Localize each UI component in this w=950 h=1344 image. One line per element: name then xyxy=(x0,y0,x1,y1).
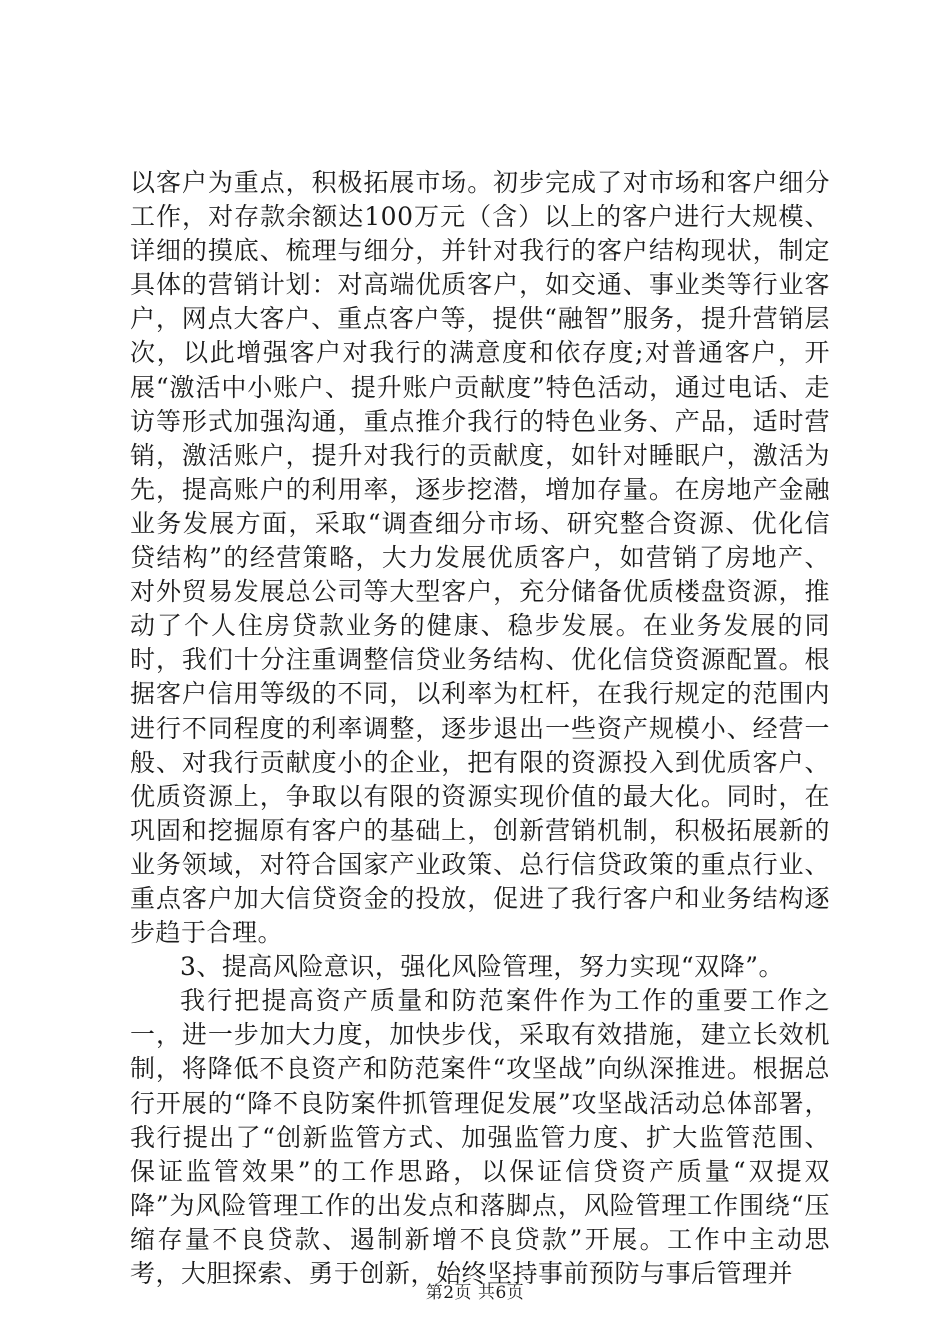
document-body xyxy=(130,166,830,1291)
page-footer: 第2页 共6页 xyxy=(425,1283,525,1303)
section-heading: 3、提高风险意识，强化风险管理，努力实现“双降”。 xyxy=(180,952,784,982)
body-paragraph: 我行把提高资产质量和防范案件作为工作的重要工作之一，进一步加大力度，加快步伐，采取有效措施，建立长效机制，将降低不良资产和防范案件“攻坚战”向纵深推进。根据总行开展的“降不良防案件抓管理促发展”攻坚战活动总体部署，我行提出了“创新监管方式、加强监管力度、扩大监管范围、保证监管效果”的工作思路，以保证信贷资产质量“双提双降”为风险管理工作的出发点和落脚点，风险管理工作围绕“压缩存量不良贷款、遏制新增不良贷款”开展。工作中主动思考，大胆探索、勇于创新，始终坚持事前预防与事后管理并 xyxy=(130,986,830,1288)
body-paragraph: 以客户为重点，积极拓展市场。初步完成了对市场和客户细分工作，对存款余额达100万元（含）以上的客户进行大规模、详细的摸底、梳理与细分，并针对我行的客户结构现状，制定具体的营销计划：对高端优质客户，如交通、事业类等行业客户，网点大客户、重点客户等，提供“融智”服务，提升营销层次，以此增强客户对我行的满意度和依存度;对普通客户，开展“激活中小账户、提升账户贡献度”特色活动，通过电话、走访等形式加强沟通，重点推介我行的特色业务、产品，适时营销，激活账户，提升对我行的贡献度，如针对睡眠户，激活为先，提高账户的利用率，逐步挖潜，增加存量。在房地产金融业务发展方面，采取“调查细分市场、研究整合资源、优化信贷结构”的经营策略，大力发展优质客户，如营销了房地产、对外贸易发展总公司等大型客户，充分储备优质楼盘资源，推动了个人住房贷款业务的健康、稳步发展。在业务发展的同时，我们十分注重调整信贷业务结构、优化信贷资源配置。根据客户信用等级的不同，以利率为杠杆，在我行规定的范围内进行不同程度的利率调整，逐步退出一些资产规模小、经营一般、对我行贡献度小的企业，把有限的资源投入到优质客户、优质资源上，争取以有限的资源实现价值的最大化。同时，在巩固和挖掘原有客户的基础上，创新营销机制，积极拓展新的业务领域，对符合国家产业政策、总行信贷政策的重点行业、重点客户加大信贷资金的投放，促进了我行客户和业务结构逐步趋于合理。 xyxy=(130,168,830,948)
